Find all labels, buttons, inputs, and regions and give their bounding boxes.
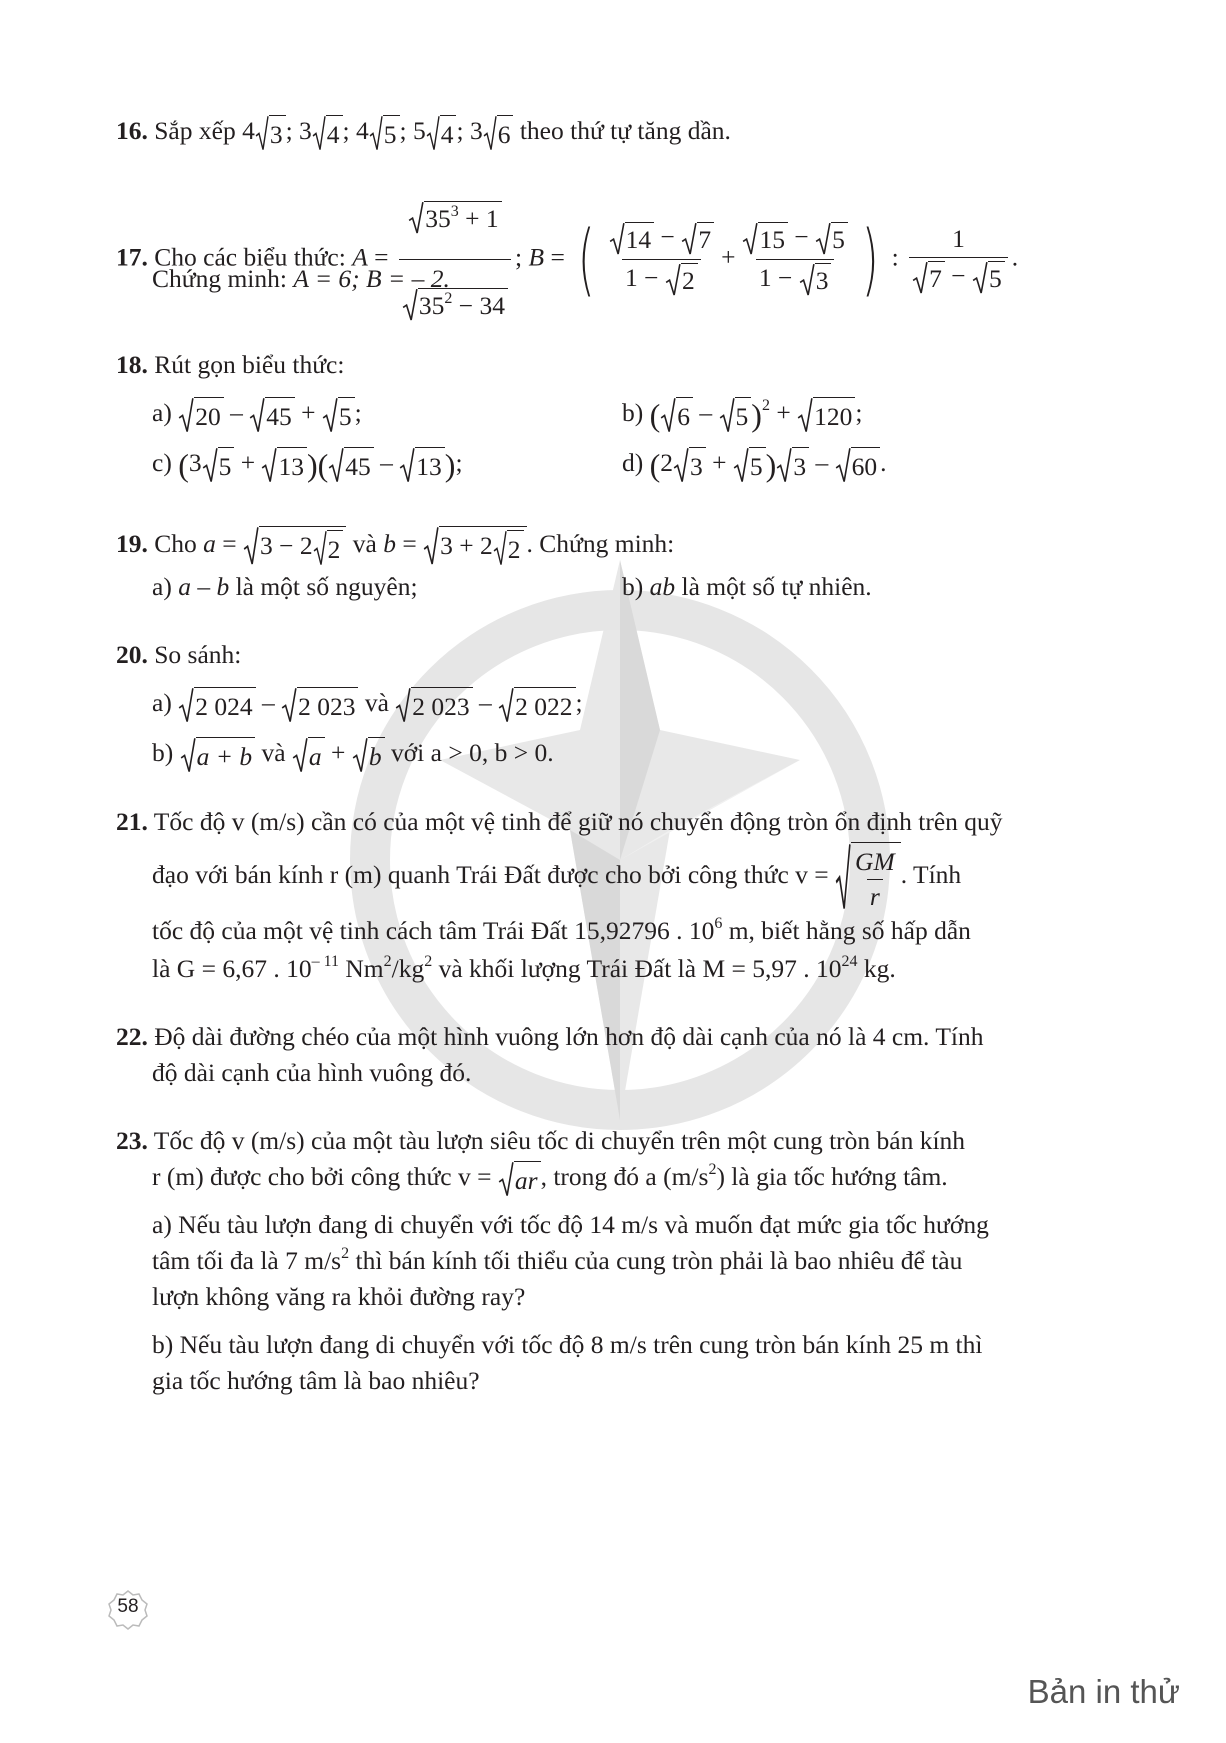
exercise-text: Sắp xếp: [154, 116, 236, 145]
fraction-B2: 15 − 5 1 − 3: [739, 222, 850, 298]
fraction-B1: 14 − 7 1 − 2: [606, 222, 717, 298]
exercise-23b-line1: b) Nếu tàu lượn đang di chuyển với tốc độ 8 m/s trên cung tròn bán kính 25 m thì: [152, 1330, 983, 1359]
exercise-23: 23. Tốc độ v (m/s) của một tàu lượn siêu tốc di chuyển trên một cung tròn bán kính: [116, 1126, 966, 1155]
exercise-22: 22. Độ dài đường chéo của một hình vuông lớn hơn độ dài cạnh của nó là 4 cm. Tính: [116, 1022, 984, 1051]
exercise-23a-line2: tâm tối đa là 7 $m/s^2$ thì bán kính tối thiểu của cung tròn phải là bao nhiêu để tàu: [152, 1244, 963, 1275]
exercise-19: 19. Cho a = 3 − 2 2 và b = 3 + 2 2 . Chứng minh:: [116, 526, 674, 567]
sqrt-term: 5 4: [413, 116, 457, 145]
exercise-21-line2: đạo với bán kính r (m) quanh Trái Đất được cho bởi công thức v = $\frac{GM}{r}$ . Tính: [152, 840, 961, 913]
sqrt-term: 3 6: [470, 116, 514, 145]
exercise-number: 23.: [116, 1126, 148, 1155]
exercise-23-line2: r (m) được cho bởi công thức v = ar , trong đó a $(m/s^2)$ là gia tốc hướng tâm.: [152, 1160, 948, 1198]
exercise-20: 20. So sánh:: [116, 640, 242, 669]
exercise-23a-line3: lượn không văng ra khỏi đường ray?: [152, 1282, 526, 1311]
page-number: 58: [117, 1596, 139, 1617]
exercise-18a: a) 20 – 45 + 5 ;: [152, 396, 362, 434]
exercise-20b: b) a + b và a + b với a > 0, b > 0.: [152, 736, 554, 774]
exercise-text: Cho các biểu thức:: [154, 242, 346, 272]
exercise-23a-line1: a) Nếu tàu lượn đang di chuyển với tốc độ 14 m/s và muốn đạt mức gia tốc hướng: [152, 1210, 989, 1239]
exercise-number: 20.: [116, 640, 148, 669]
exercise-21-line4: là G = 6,67 . $10^{- 11}$ $Nm^2/kg^2$ và khối lượng Trái Đất là M = 5,97 . $10^{24}$ kg.: [152, 952, 896, 983]
exercise-number: 16.: [116, 116, 148, 145]
exercise-21: 21. Tốc độ v (m/s) cần có của một vệ tinh để giữ nó chuyển động tròn ổn định trên quỹ: [116, 807, 1003, 836]
exercise-number: 22.: [116, 1022, 148, 1051]
exercise-18b: b) ( 6 – 5 )$^2$ + 120 ;: [622, 396, 863, 434]
sqrt-GM-over-r: $\frac{GM}{r}$: [835, 842, 901, 913]
fraction-A: $\frac{35^3 + 1}{35^2 - 34}$: [399, 176, 511, 343]
exercise-19a: a) a – b là một số nguyên;: [152, 572, 418, 601]
exercise-18d: d) (2 3 + 5 ) 3 – 60 .: [622, 447, 887, 484]
exercise-23b-line2: gia tốc hướng tâm là bao nhiêu?: [152, 1366, 480, 1395]
sqrt-term: 4 5: [356, 116, 400, 145]
draft-label: Bản in thử: [1027, 1673, 1180, 1710]
exercise-19b: b) ab là một số tự nhiên.: [622, 572, 872, 601]
exercise-number: 19.: [116, 529, 148, 559]
exercise-17: 17. Cho các biểu thức: A = $\frac{35^3 + 1}{35^2 - 34}$ ; B = ( 14 − 7 1 − 2 + 15 − 5 1 − 3 ) : 1 7 − 5 .: [116, 176, 1018, 343]
exercise-number: 18.: [116, 350, 148, 379]
exercise-18c: c) (3 5 + 13 )( 45 – 13 );: [152, 447, 463, 484]
exercise-16: 16. Sắp xếp 4 3 ; 3 4 ; 4 5 ; 5 4 ; 3 6 theo thứ tự tăng dần.: [116, 114, 731, 152]
exercise-number: 21.: [116, 807, 148, 836]
exercise-text: Rút gọn biểu thức:: [154, 350, 345, 379]
exercise-20a: a) 2 024 – 2 023 và 2 023 – 2 022 ;: [152, 686, 583, 724]
exercise-text: theo thứ tự tăng dần.: [519, 116, 731, 145]
sqrt-term: 4 3: [242, 116, 286, 145]
exercise-number: 17.: [116, 242, 148, 272]
exercise-18: [116, 348, 344, 382]
fraction-B3: 1 7 − 5: [909, 224, 1008, 295]
exercise-17-line2: Chứng minh: A = 6; B = – 2.: [152, 264, 450, 293]
exercise-21-line3: tốc độ của một vệ tinh cách tâm Trái Đất 15,92796 . $10^6$ m, biết hằng số hấp dẫn: [152, 914, 971, 945]
exercise-22-line2: độ dài cạnh của hình vuông đó.: [152, 1058, 472, 1087]
sqrt-term: 3 4: [299, 116, 343, 145]
